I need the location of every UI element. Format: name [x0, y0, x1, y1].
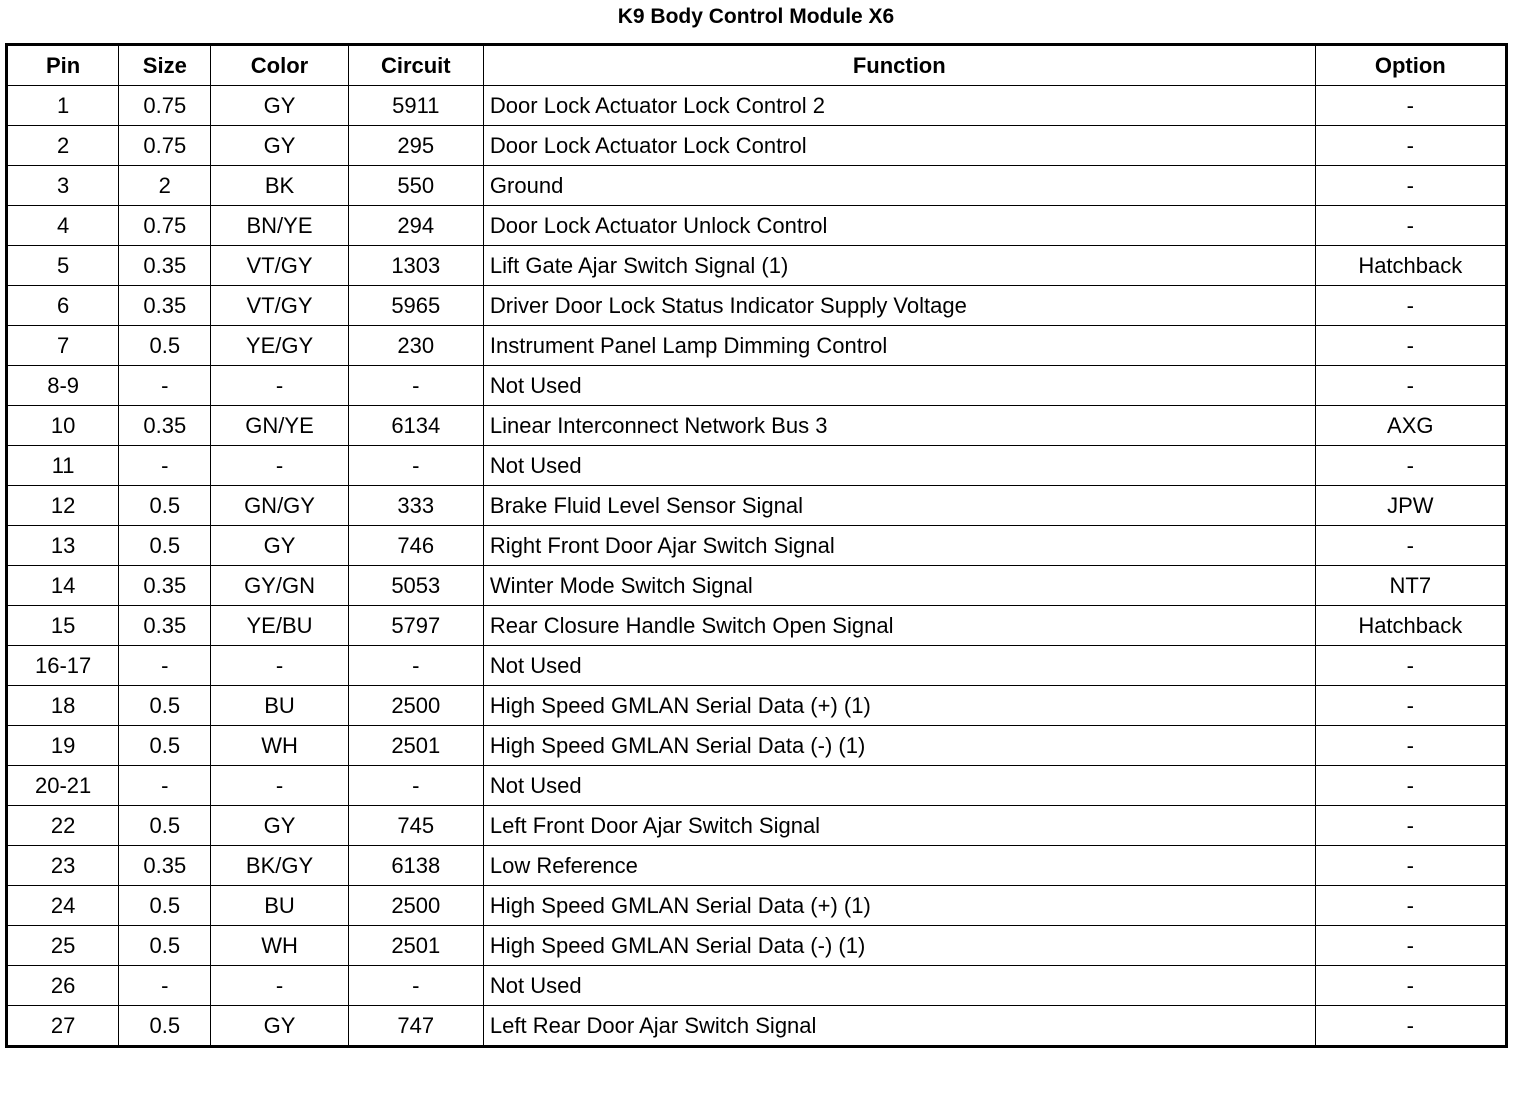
cell-circuit: -: [348, 646, 483, 686]
column-header-color: Color: [211, 45, 348, 86]
table-row: [7, 606, 1507, 646]
cell-circuit: 550: [348, 166, 483, 206]
cell-option: -: [1315, 766, 1506, 806]
cell-option: -: [1315, 686, 1506, 726]
cell-color: GY: [211, 1006, 348, 1047]
cell-option: -: [1315, 526, 1506, 566]
cell-pin: 5: [7, 246, 119, 286]
cell-pin: 10: [7, 406, 119, 446]
cell-size: 0.35: [119, 846, 211, 886]
cell-option: -: [1315, 806, 1506, 846]
cell-function: Right Front Door Ajar Switch Signal: [483, 526, 1315, 566]
cell-circuit: 5911: [348, 86, 483, 126]
cell-color: VT/GY: [211, 286, 348, 326]
cell-option: -: [1315, 1006, 1506, 1047]
cell-pin: 12: [7, 486, 119, 526]
cell-size: -: [119, 366, 211, 406]
cell-pin: 22: [7, 806, 119, 846]
cell-size: 0.35: [119, 406, 211, 446]
cell-option: AXG: [1315, 406, 1506, 446]
cell-option: -: [1315, 126, 1506, 166]
column-header-function: Function: [483, 45, 1315, 86]
cell-function: Ground: [483, 166, 1315, 206]
cell-circuit: 745: [348, 806, 483, 846]
cell-circuit: 6138: [348, 846, 483, 886]
cell-pin: 15: [7, 606, 119, 646]
table-row: [7, 286, 1507, 326]
cell-circuit: -: [348, 966, 483, 1006]
cell-size: 0.5: [119, 886, 211, 926]
cell-function: Door Lock Actuator Lock Control: [483, 126, 1315, 166]
cell-color: BU: [211, 686, 348, 726]
cell-circuit: 5965: [348, 286, 483, 326]
cell-function: Low Reference: [483, 846, 1315, 886]
cell-circuit: 2500: [348, 686, 483, 726]
cell-option: Hatchback: [1315, 606, 1506, 646]
cell-circuit: 1303: [348, 246, 483, 286]
cell-size: 0.5: [119, 726, 211, 766]
cell-size: 2: [119, 166, 211, 206]
cell-option: -: [1315, 86, 1506, 126]
cell-option: Hatchback: [1315, 246, 1506, 286]
cell-circuit: 295: [348, 126, 483, 166]
table-row: [7, 926, 1507, 966]
cell-function: Brake Fluid Level Sensor Signal: [483, 486, 1315, 526]
cell-size: 0.75: [119, 126, 211, 166]
cell-size: -: [119, 446, 211, 486]
cell-color: BN/YE: [211, 206, 348, 246]
cell-size: 0.5: [119, 686, 211, 726]
cell-color: -: [211, 366, 348, 406]
cell-option: -: [1315, 846, 1506, 886]
cell-function: High Speed GMLAN Serial Data (+) (1): [483, 886, 1315, 926]
column-header-pin: Pin: [7, 45, 119, 86]
cell-pin: 23: [7, 846, 119, 886]
cell-option: -: [1315, 326, 1506, 366]
cell-size: 0.75: [119, 206, 211, 246]
cell-color: YE/GY: [211, 326, 348, 366]
cell-function: Rear Closure Handle Switch Open Signal: [483, 606, 1315, 646]
cell-pin: 13: [7, 526, 119, 566]
table-body: [7, 86, 1507, 1047]
cell-size: 0.5: [119, 926, 211, 966]
cell-circuit: -: [348, 766, 483, 806]
table-row: [7, 406, 1507, 446]
cell-circuit: 6134: [348, 406, 483, 446]
cell-color: -: [211, 646, 348, 686]
cell-color: GY/GN: [211, 566, 348, 606]
cell-color: BU: [211, 886, 348, 926]
cell-option: JPW: [1315, 486, 1506, 526]
cell-pin: 19: [7, 726, 119, 766]
cell-size: 0.5: [119, 806, 211, 846]
connector-pinout-table: [5, 43, 1508, 1048]
cell-pin: 20-21: [7, 766, 119, 806]
cell-function: Lift Gate Ajar Switch Signal (1): [483, 246, 1315, 286]
cell-circuit: 5797: [348, 606, 483, 646]
table-row: [7, 766, 1507, 806]
table-row: [7, 966, 1507, 1006]
cell-function: Instrument Panel Lamp Dimming Control: [483, 326, 1315, 366]
cell-size: 0.5: [119, 486, 211, 526]
cell-function: Left Rear Door Ajar Switch Signal: [483, 1006, 1315, 1047]
cell-function: High Speed GMLAN Serial Data (-) (1): [483, 726, 1315, 766]
table-row: [7, 166, 1507, 206]
cell-function: Not Used: [483, 446, 1315, 486]
cell-color: GN/YE: [211, 406, 348, 446]
cell-circuit: 333: [348, 486, 483, 526]
cell-size: -: [119, 966, 211, 1006]
cell-pin: 18: [7, 686, 119, 726]
table-row: [7, 366, 1507, 406]
column-header-option: Option: [1315, 45, 1506, 86]
cell-circuit: 746: [348, 526, 483, 566]
cell-color: BK: [211, 166, 348, 206]
cell-size: 0.5: [119, 1006, 211, 1047]
column-header-size: Size: [119, 45, 211, 86]
cell-option: -: [1315, 206, 1506, 246]
cell-pin: 26: [7, 966, 119, 1006]
cell-size: 0.35: [119, 566, 211, 606]
cell-option: -: [1315, 926, 1506, 966]
table-row: [7, 526, 1507, 566]
cell-color: GY: [211, 126, 348, 166]
table-row: [7, 326, 1507, 366]
cell-pin: 27: [7, 1006, 119, 1047]
table-row: [7, 206, 1507, 246]
cell-color: VT/GY: [211, 246, 348, 286]
table-row: [7, 86, 1507, 126]
cell-color: GN/GY: [211, 486, 348, 526]
cell-size: -: [119, 646, 211, 686]
cell-option: -: [1315, 726, 1506, 766]
cell-function: Door Lock Actuator Unlock Control: [483, 206, 1315, 246]
cell-option: -: [1315, 886, 1506, 926]
cell-pin: 4: [7, 206, 119, 246]
table-row: [7, 486, 1507, 526]
table-row: [7, 846, 1507, 886]
table-row: [7, 446, 1507, 486]
cell-size: 0.35: [119, 286, 211, 326]
cell-color: GY: [211, 806, 348, 846]
cell-function: Not Used: [483, 966, 1315, 1006]
cell-color: -: [211, 966, 348, 1006]
cell-circuit: 2500: [348, 886, 483, 926]
cell-circuit: 2501: [348, 726, 483, 766]
cell-circuit: -: [348, 366, 483, 406]
cell-option: -: [1315, 646, 1506, 686]
cell-option: -: [1315, 966, 1506, 1006]
cell-size: 0.75: [119, 86, 211, 126]
cell-option: -: [1315, 166, 1506, 206]
cell-pin: 2: [7, 126, 119, 166]
cell-pin: 24: [7, 886, 119, 926]
cell-color: GY: [211, 86, 348, 126]
table-row: [7, 686, 1507, 726]
table-row: [7, 566, 1507, 606]
cell-pin: 6: [7, 286, 119, 326]
cell-circuit: -: [348, 446, 483, 486]
cell-color: -: [211, 766, 348, 806]
cell-function: Not Used: [483, 766, 1315, 806]
table-row: [7, 806, 1507, 846]
cell-color: -: [211, 446, 348, 486]
cell-color: YE/BU: [211, 606, 348, 646]
cell-size: -: [119, 766, 211, 806]
cell-function: Not Used: [483, 366, 1315, 406]
table-row: [7, 886, 1507, 926]
cell-function: Linear Interconnect Network Bus 3: [483, 406, 1315, 446]
cell-size: 0.35: [119, 606, 211, 646]
table-row: [7, 726, 1507, 766]
table-header-row: [7, 45, 1507, 86]
cell-function: Winter Mode Switch Signal: [483, 566, 1315, 606]
cell-function: High Speed GMLAN Serial Data (-) (1): [483, 926, 1315, 966]
cell-pin: 3: [7, 166, 119, 206]
cell-size: 0.5: [119, 526, 211, 566]
cell-size: 0.5: [119, 326, 211, 366]
cell-option: -: [1315, 286, 1506, 326]
cell-circuit: 294: [348, 206, 483, 246]
cell-pin: 8-9: [7, 366, 119, 406]
table-row: [7, 246, 1507, 286]
cell-function: Door Lock Actuator Lock Control 2: [483, 86, 1315, 126]
cell-function: High Speed GMLAN Serial Data (+) (1): [483, 686, 1315, 726]
table-row: [7, 646, 1507, 686]
cell-pin: 1: [7, 86, 119, 126]
cell-function: Left Front Door Ajar Switch Signal: [483, 806, 1315, 846]
cell-pin: 25: [7, 926, 119, 966]
cell-pin: 16-17: [7, 646, 119, 686]
page-title: K9 Body Control Module X6: [617, 5, 895, 28]
cell-option: NT7: [1315, 566, 1506, 606]
cell-circuit: 5053: [348, 566, 483, 606]
cell-option: -: [1315, 366, 1506, 406]
cell-color: WH: [211, 726, 348, 766]
cell-function: Not Used: [483, 646, 1315, 686]
cell-circuit: 2501: [348, 926, 483, 966]
table-row: [7, 126, 1507, 166]
cell-option: -: [1315, 446, 1506, 486]
table-row: [7, 1006, 1507, 1047]
column-header-circuit: Circuit: [348, 45, 483, 86]
cell-circuit: 230: [348, 326, 483, 366]
cell-pin: 11: [7, 446, 119, 486]
cell-pin: 7: [7, 326, 119, 366]
cell-function: Driver Door Lock Status Indicator Supply Voltage: [483, 286, 1315, 326]
cell-color: GY: [211, 526, 348, 566]
cell-size: 0.35: [119, 246, 211, 286]
cell-color: BK/GY: [211, 846, 348, 886]
cell-pin: 14: [7, 566, 119, 606]
cell-color: WH: [211, 926, 348, 966]
cell-circuit: 747: [348, 1006, 483, 1047]
